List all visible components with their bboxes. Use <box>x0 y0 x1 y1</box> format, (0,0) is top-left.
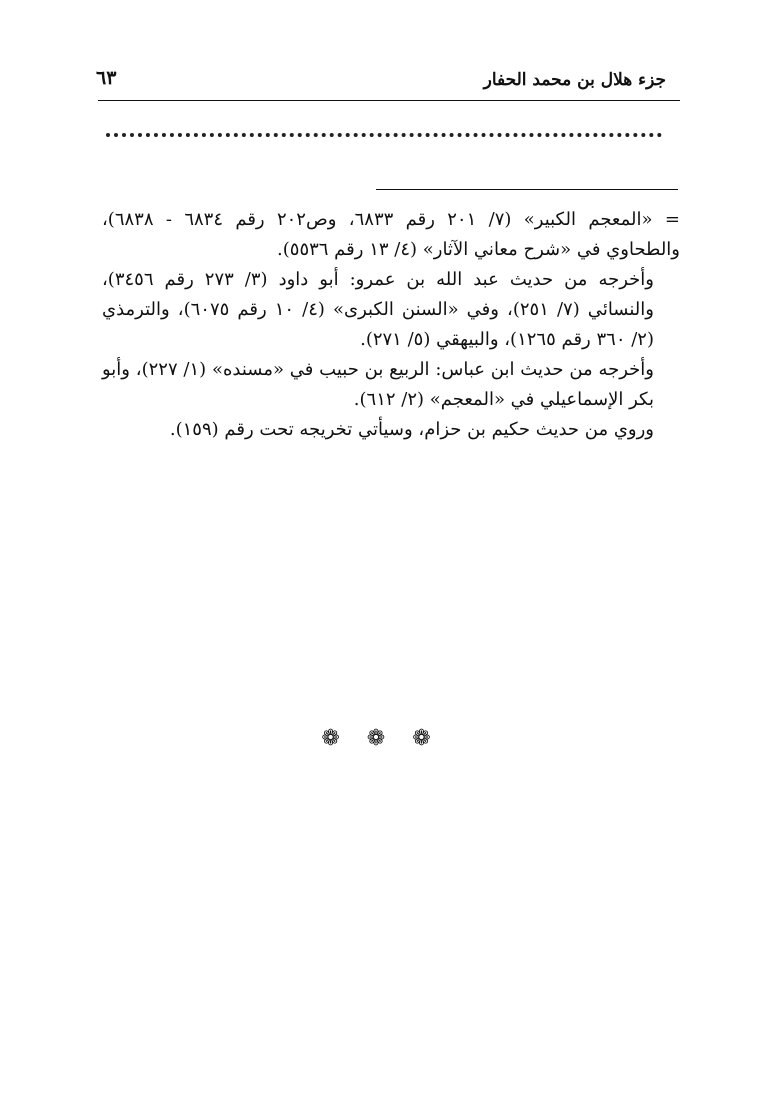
footnote-paragraph: وأخرجه من حديث ابن عباس: الربيع بن حبيب في «مسنده» (١/ ٢٢٧)، وأبو بكر الإسماعيلي في «المعجم» (٢/ ٦١٢). <box>102 359 654 410</box>
header-rule <box>98 100 680 101</box>
flower-ornament-icon: ❁ <box>412 726 441 751</box>
footnote-rule <box>376 189 678 190</box>
section-ornament <box>0 726 762 751</box>
footnote-continuation: = «المعجم الكبير» (٧/ ٢٠١ رقم ٦٨٣٣، وص٢٠٢ رقم ٦٨٣٤ - ٦٨٣٨)، والطحاوي في «شرح معاني الآثار» (٤/ ١٣ رقم ٥٥٣٦). <box>102 209 680 260</box>
dotted-separator <box>106 133 662 137</box>
flower-ornament-icon: ❁ <box>321 726 350 751</box>
running-title: جزء هلال بن محمد الحفار <box>483 70 666 90</box>
footnotes-block <box>102 205 680 445</box>
footnote-paragraph: وأخرجه من حديث عبد الله بن عمرو: أبو داود (٣/ ٢٧٣ رقم ٣٤٥٦)، والنسائي (٧/ ٢٥١)، وفي «السنن الكبرى» (٤/ ١٠ رقم ٦٠٧٥)، والترمذي (٢/ ٣٦٠ رقم ١٢٦٥)، والبيهقي (٥/ ٢٧١). <box>102 269 654 350</box>
page-number: ٦٣ <box>96 67 117 89</box>
footnote-paragraph: وروي من حديث حكيم بن حزام، وسيأتي تخريجه تحت رقم (١٥٩). <box>169 419 654 440</box>
flower-ornament-icon: ❁ <box>366 726 396 751</box>
